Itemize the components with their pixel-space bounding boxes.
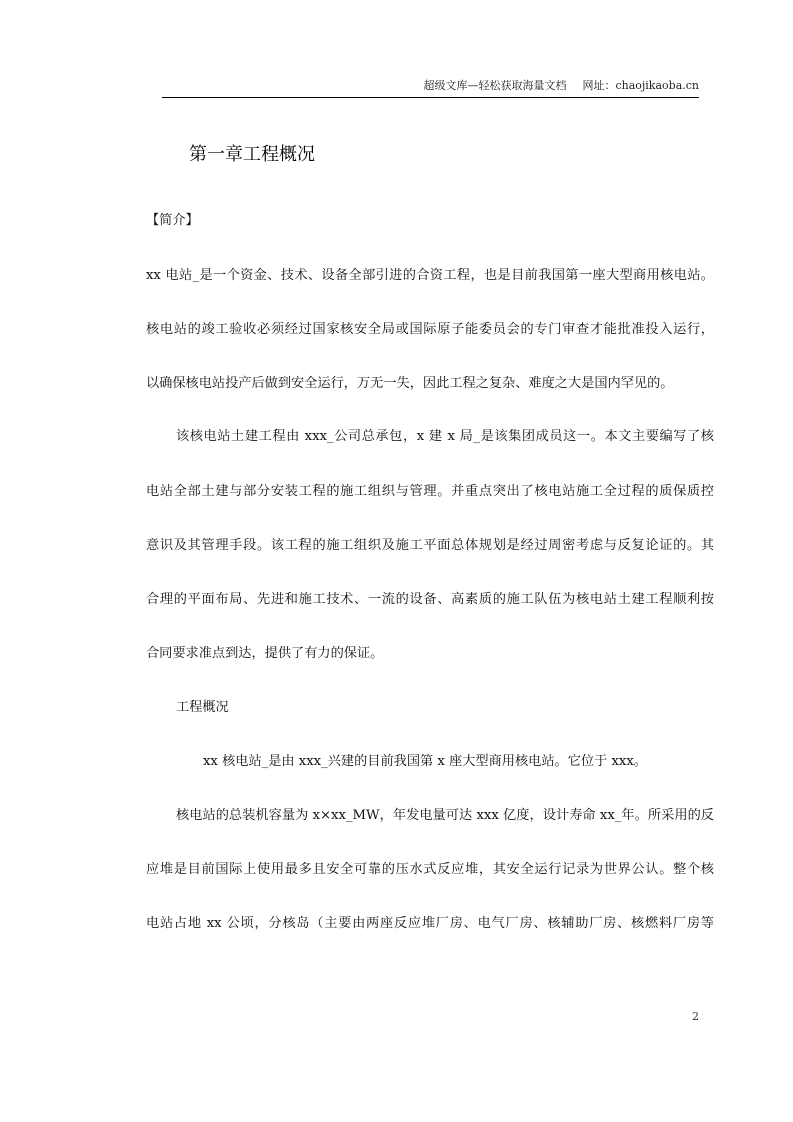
header-url-label: 网址： <box>582 79 616 92</box>
overview-heading: 工程概况 <box>176 700 229 715</box>
contractor-line-1: 该核电站土建工程由 xxx_公司总承包，x 建 x 局_是该集团成员这一。本文主要编写了核 <box>176 429 714 444</box>
contractor-line-4: 合理的平面布局、先进和施工技术、一流的设备、高素质的施工队伍为核电站土建工程顺利按 <box>146 592 714 607</box>
contractor-line-3: 意识及其管理手段。该工程的施工组织及施工平面总体规划是经过周密考虑与反复论证的。其 <box>146 538 714 553</box>
header-url: chaojikaoba.cn <box>615 79 699 92</box>
chapter-title: 第一章工程概况 <box>189 144 315 165</box>
header-site-name: 超级文库—轻松获取海量文档 <box>423 79 567 92</box>
page-header-text <box>423 79 699 93</box>
capacity-line-1: 核电站的总装机容量为 x×xx_MW，年发电量可达 xxx 亿度，设计寿命 xx_年。所采用的反 <box>176 808 714 823</box>
capacity-line-3: 电站占地 xx 公顷，分核岛（主要由两座反应堆厂房、电气厂房、核辅助厂房、核燃料厂房等 <box>146 916 714 931</box>
capacity-line-2: 应堆是目前国际上使用最多且安全可靠的压水式反应堆，其安全运行记录为世界公认。整个核 <box>146 862 714 877</box>
overview-line: xx 核电站_是由 xxx_兴建的目前我国第 x 座大型商用核电站。它位于 xxx。 <box>203 754 647 769</box>
intro-line-2: 核电站的竣工验收必须经过国家核安全局或国际原子能委员会的专门审查才能批准投入运行， <box>146 322 714 337</box>
intro-line-3: 以确保核电站投产后做到安全运行，万无一失，因此工程之复杂、难度之大是国内罕见的。 <box>146 376 674 391</box>
intro-line-1: xx 电站_是一个资金、技术、设备全部引进的合资工程，也是目前我国第一座大型商用核电站。 <box>146 268 714 283</box>
page-header <box>162 78 699 98</box>
contractor-line-2: 电站全部土建与部分安装工程的施工组织与管理。并重点突出了核电站施工全过程的质保质控 <box>146 484 714 499</box>
page-number: 2 <box>692 1010 699 1023</box>
section-intro-label: 【简介】 <box>146 213 199 228</box>
contractor-line-5: 合同要求准点到达，提供了有力的保证。 <box>146 646 384 661</box>
